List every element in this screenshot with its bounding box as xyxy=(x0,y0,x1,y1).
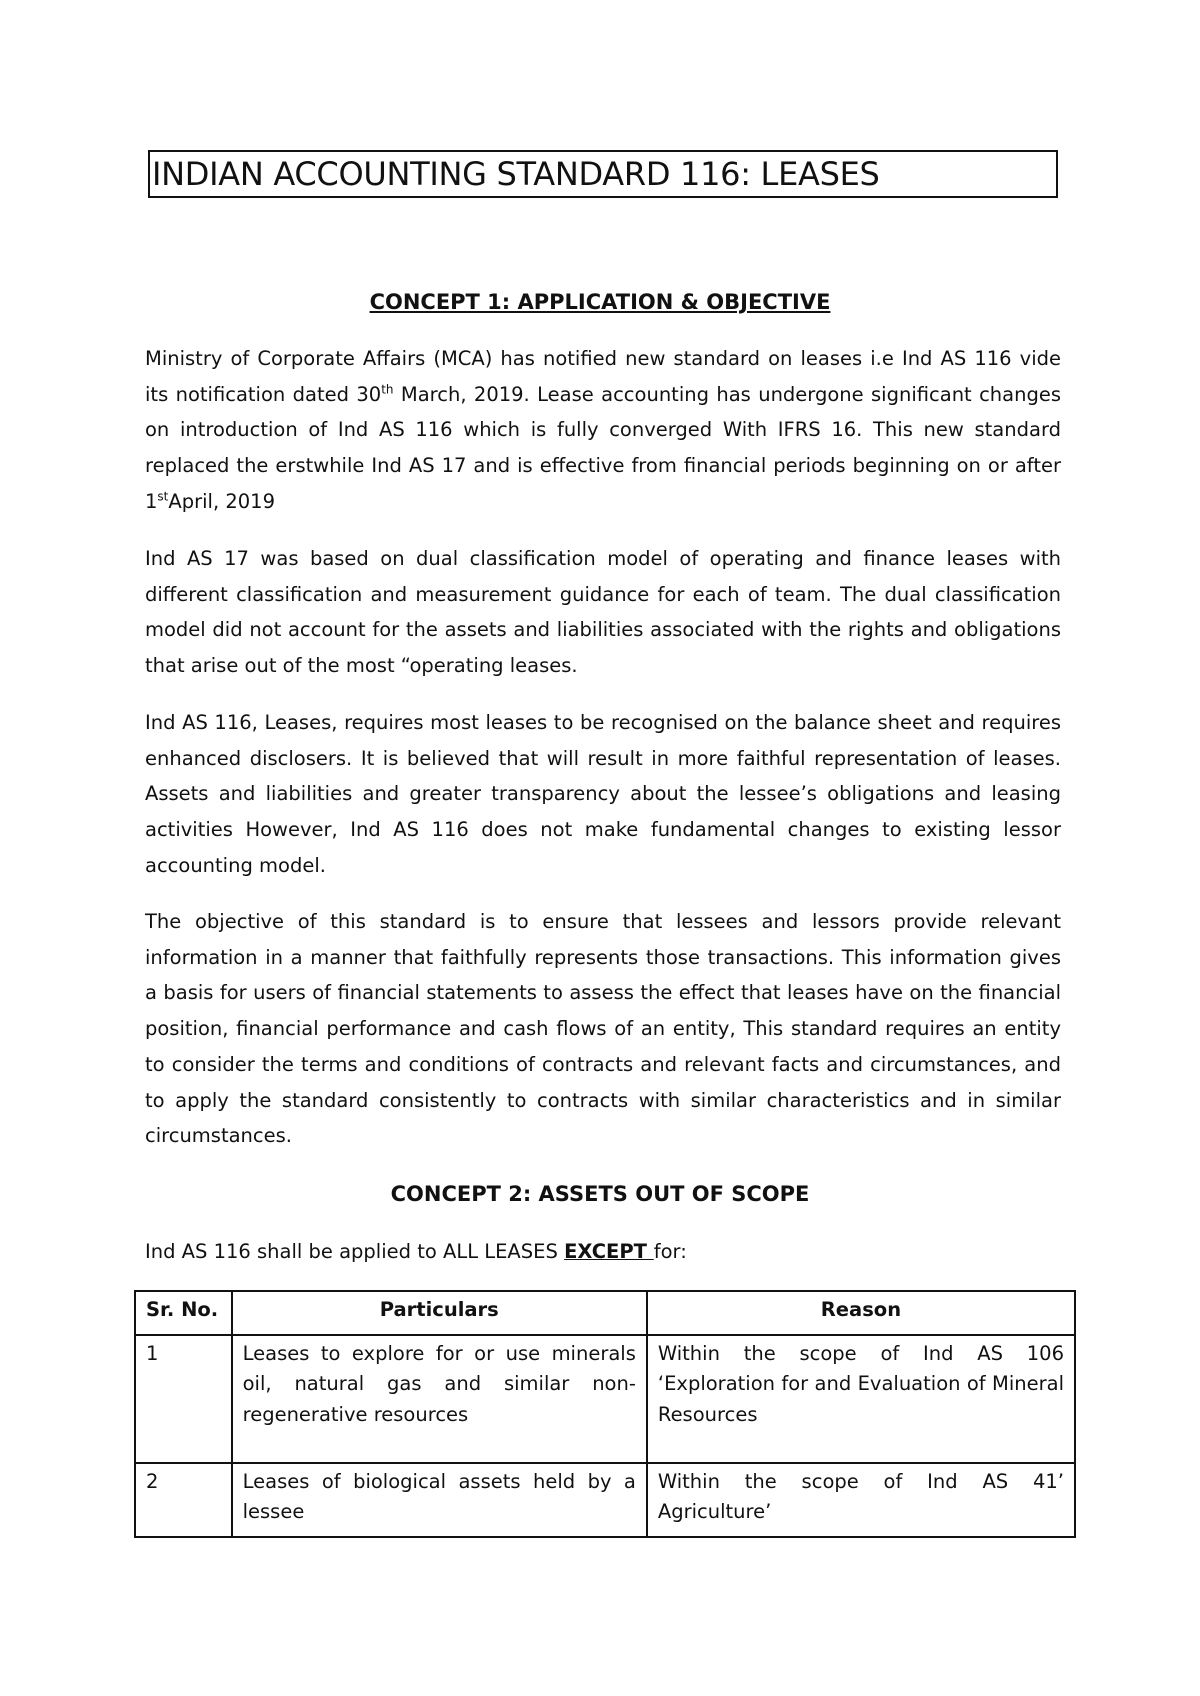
document-title: INDIAN ACCOUNTING STANDARD 116: LEASES xyxy=(148,150,1058,198)
header-reason: Reason xyxy=(647,1291,1075,1335)
concept-2-heading: CONCEPT 2: ASSETS OUT OF SCOPE xyxy=(390,1182,810,1206)
table-row xyxy=(135,1463,1075,1537)
table-header-row xyxy=(135,1291,1075,1335)
cell-particulars: Leases to explore for or use minerals oil, natural gas and similar non-regenerative resources xyxy=(232,1335,647,1463)
concept-1-paragraph-2: Ind AS 17 was based on dual classification model of operating and finance leases with different classification and measurement guidance for each of team. The dual classification model did not account for the assets and liabilities associated with the rights and obligations that arise out of the most “operating leases. xyxy=(145,547,1061,678)
cell-reason: Within the scope of Ind AS 106 ‘Exploration for and Evaluation of Mineral Resources xyxy=(647,1335,1075,1463)
scope-intro xyxy=(145,1234,687,1270)
table-row xyxy=(135,1335,1075,1463)
concept-1-paragraph-4: The objective of this standard is to ensure that lessees and lessors provide relevant information in a manner that faithfully represents those transactions. This information gives a basis for users of financial statements to assess the effect that leases have on the financial position, financial performance and cash flows of an entity, This standard requires an entity to consider the terms and conditions of contracts and relevant facts and circumstances, and to apply the standard consistently to contracts with similar characteristics and in similar circumstances. xyxy=(145,910,1061,1148)
paragraph-text: April, 2019 xyxy=(168,489,275,513)
concept-1-heading-text: CONCEPT 1: APPLICATION & OBJECTIVE xyxy=(369,290,831,314)
paragraph-text: Ministry of Corporate Affairs (MCA) has notified new standard on leases i.e Ind AS 116 vide its notification dated 30 xyxy=(145,347,1061,406)
superscript: st xyxy=(157,489,169,504)
concept-1-heading xyxy=(0,290,1200,314)
paragraph-text: March, 2019. Lease accounting has undergone significant changes on introduction of Ind AS 116 which is fully converged With IFRS 16. This new standard replaced the erstwhile Ind AS 17 and is effective from financial periods beginning on or after 1 xyxy=(145,382,1062,513)
cell-particulars: Leases of biological assets held by a lessee xyxy=(232,1463,647,1537)
scope-intro-suffix: for: xyxy=(653,1240,687,1263)
header-particulars: Particulars xyxy=(232,1291,647,1335)
concept-1-paragraph-1 xyxy=(145,341,1061,520)
cell-sr: 2 xyxy=(135,1463,232,1537)
cell-reason: Within the scope of Ind AS 41’ Agriculture’ xyxy=(647,1463,1075,1537)
superscript: th xyxy=(381,382,394,397)
scope-exclusions-table xyxy=(134,1290,1076,1538)
concept-1-paragraph-3: Ind AS 116, Leases, requires most leases to be recognised on the balance sheet and requires enhanced disclosers. It is believed that will result in more faithful representation of leases. Assets and liabilities and greater transparency about the lessee’s obligations and leasing activities However, Ind AS 116 does not make fundamental changes to existing lessor accounting model. xyxy=(145,711,1061,877)
scope-intro-text: Ind AS 116 shall be applied to ALL LEASES xyxy=(145,1240,565,1263)
except-emphasis: EXCEPT xyxy=(564,1240,654,1263)
header-sr-no: Sr. No. xyxy=(135,1291,232,1335)
cell-sr: 1 xyxy=(135,1335,232,1463)
